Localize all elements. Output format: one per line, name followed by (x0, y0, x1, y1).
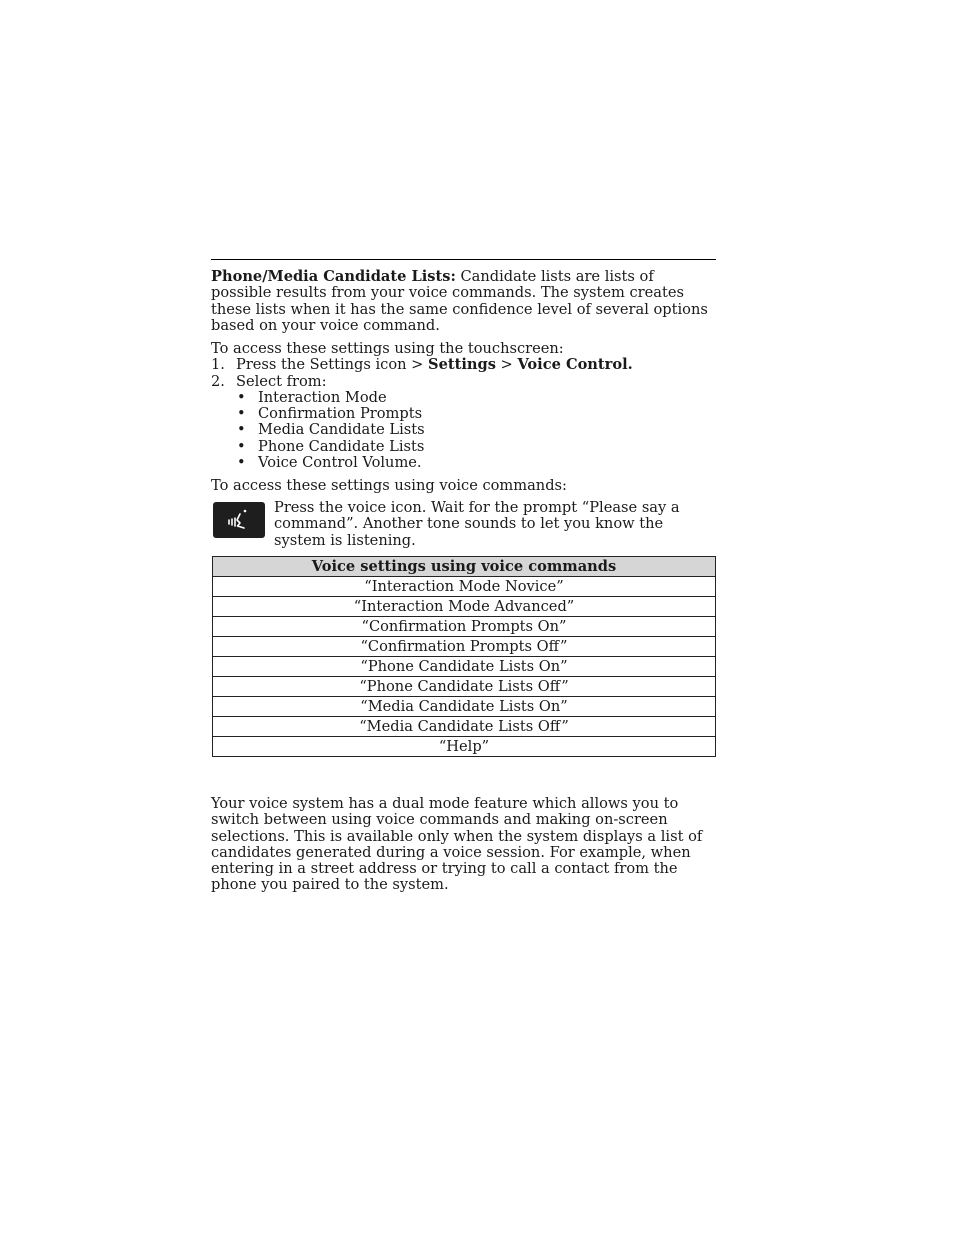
step-1-separator: > (495, 356, 518, 374)
table-row (213, 717, 716, 737)
settings-options-list (211, 390, 716, 471)
step-1-settings: Settings (428, 356, 496, 374)
top-rule (211, 259, 716, 260)
candidate-lists-body: Candidate lists are lists of possible results from your voice commands. The system creates these lists when it has the same confidence level of several options based on your voice command. (211, 268, 708, 334)
table-row (213, 697, 716, 717)
table-cell: “Media Candidate Lists Off” (213, 717, 716, 737)
table-cell: “Confirmation Prompts Off” (213, 637, 716, 657)
list-item: • Voice Control Volume. (234, 455, 716, 471)
list-item: • Confirmation Prompts (234, 406, 716, 422)
table-header-row (213, 557, 716, 577)
candidate-lists-paragraph (211, 269, 716, 334)
table-header: Voice settings using voice commands (213, 557, 716, 577)
table-row (213, 657, 716, 677)
touchscreen-section (211, 341, 716, 471)
table-row (213, 677, 716, 697)
table-cell: “Interaction Mode Novice” (213, 577, 716, 597)
step-1-voice-control: Voice Control. (517, 356, 633, 374)
step-2 (211, 374, 716, 390)
table-row (213, 597, 716, 617)
candidate-lists-heading: Phone/Media Candidate Lists: (211, 268, 456, 285)
voice-icon (213, 502, 265, 538)
step-1 (211, 357, 716, 373)
touchscreen-steps (211, 357, 716, 390)
list-item: • Phone Candidate Lists (234, 439, 716, 455)
step-1-number: 1. (211, 356, 225, 374)
list-item: • Media Candidate Lists (234, 422, 716, 438)
table-row (213, 577, 716, 597)
table-cell: “Media Candidate Lists On” (213, 697, 716, 717)
step-2-number: 2. (211, 372, 225, 390)
list-item: • Interaction Mode (234, 390, 716, 406)
dual-mode-paragraph: Your voice system has a dual mode feature which allows you to switch between using voice commands and making on-screen selections. This is available only when the system displays a list of candidates generated during a voice session. For example, when entering in a street address or trying to call a contact from the phone you paired to the system. (211, 795, 703, 894)
step-1-prefix: Press the Settings icon > (236, 356, 429, 374)
step-2-text: Select from: (236, 372, 327, 390)
touchscreen-intro: To access these settings using the touchscreen: (211, 340, 564, 357)
table-cell: “Phone Candidate Lists Off” (213, 677, 716, 697)
table-cell: “Interaction Mode Advanced” (213, 597, 716, 617)
table-cell: “Help” (213, 737, 716, 757)
table-row (213, 617, 716, 637)
table-row (213, 637, 716, 657)
table-cell: “Confirmation Prompts On” (213, 617, 716, 637)
table-row (213, 737, 716, 757)
voice-instruction: Press the voice icon. Wait for the prompt “Please say a command”. Another tone sounds to let you know the system is listening. (274, 499, 680, 549)
voice-intro: To access these settings using voice commands: (211, 477, 567, 494)
voice-commands-table (212, 556, 716, 757)
table-cell: “Phone Candidate Lists On” (213, 657, 716, 677)
